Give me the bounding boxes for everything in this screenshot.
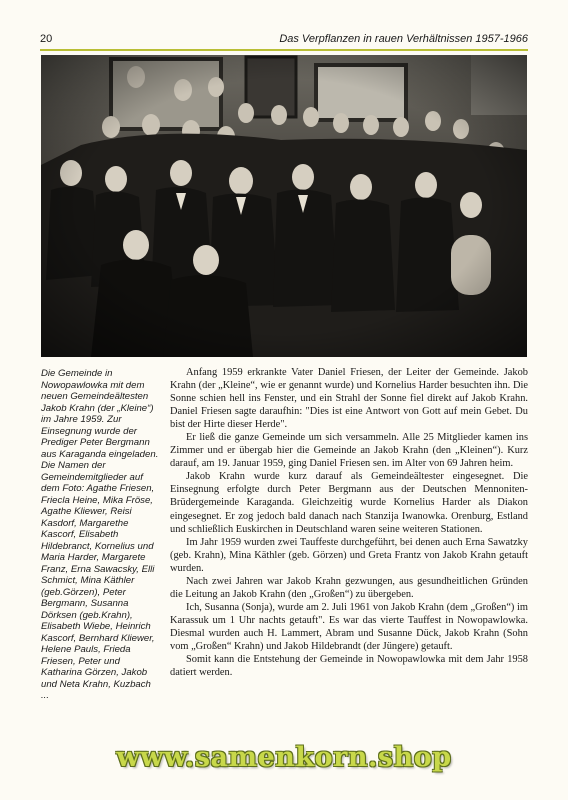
paragraph: Er ließ die ganze Gemeinde um sich versammeln. Alle 25 Mitglieder kamen ins Zimmer und er übergab hier die Gemeinde an Jakob Krahn (den „Kleinen“). Kurz darauf, am 19. Januar 1959, ging Daniel Friesen sen. im Alter von 69 Jahren heim. (170, 432, 528, 470)
paragraph: Ich, Susanna (Sonja), wurde am 2. Juli 1961 von Jakob Krahn (dem „Großen“) im Karassuk um 1 Uhr nachts getauft". Es war das vierte Tauffest in Nowopawlowka. Diesmal wurden auch H. Lammert, Abram und Susanne Dück, Jakob Krahn (Sohn vom „Großen“ Krahn) und Jakob Hildebrandt (der Jüngere) getauft. (170, 601, 528, 652)
paragraph: Jakob Krahn wurde kurz darauf als Gemeindeältester eingesegnet. Die Einsegnung erfolgte durch Peter Bergmann aus der Deutschen Mennoniten-Brüdergemeinde Karaganda. Gleichzeitig wurde Kornelius Harder als Diakon eingesegnet. Er zog jedoch bald danach nach Stanzija Iwanowka. Orenburg, Estland und schließlich Euskirchen in Deutschland waren seine weiteren Stationen. (170, 471, 528, 535)
article-body (170, 366, 528, 679)
header-rule (40, 49, 528, 51)
group-photo-illustration (41, 55, 527, 357)
watermark-url: www.samenkorn.shop (116, 742, 452, 773)
page-header (40, 33, 528, 47)
paragraph: Nach zwei Jahren war Jakob Krahn gezwungen, aus gesundheitlichen Gründen die Leitung an Jakob Krahn (den „Großen“) zu übergeben. (170, 575, 528, 600)
paragraph: Im Jahr 1959 wurden zwei Tauffeste durchgeführt, bei denen auch Erna Sawatzky (geb. Krahn), Mina Käthler (geb. Görzen) und Greta Frantz von Jakob Krahn getauft wurden. (170, 536, 528, 574)
group-photo (41, 55, 527, 357)
paragraph: Anfang 1959 erkrankte Vater Daniel Friesen, der Leiter der Gemeinde. Jakob Krahn (der „Kleine“, wie er genannt wurde) und Kornelius Harder besuchten ihn. Die Sonne schien hell ins Fenster, und ein Strahl der Sonne fiel direkt auf Jakob Krahn. Daniel Friesen sagte daraufhin: "Dies ist eine Antwort von Gott auf mein Gebet. Du bist der Hirte dieser Herde". (170, 367, 528, 431)
page-number: 20 (40, 33, 53, 45)
running-title: Das Verpflanzen in rauen Verhältnissen 1957-1966 (279, 33, 528, 45)
paragraph: Somit kann die Entstehung der Gemeinde in Nowopawlowka mit dem Jahr 1958 datiert werden. (170, 654, 528, 679)
photo-caption: Die Gemeinde in Nowopawlowka mit dem neuen Gemeindeältesten Jakob Krahn (der „Kleine“) im Jahre 1959. Zur Einsegnung wurde der Prediger Peter Bergmann aus Karaganda eingeladen. Die Namen der Gemeindemitglieder auf dem Foto: Agathe Friesen, Friecla Heine, Mika Fröse, Agathe Kliewer, Reisi Kasdorf, Margarethe Kascorf, Elisabeth Hildebranct, Kornelius und Maria Harder, Margarete Franz, Erna Sawacsky, Elli Schmict, Mina Käthler (geb.Görzen), Peter Bergmann, Susanna Dörksen (geb.Krahn), Elisabeth Wiebe, Heinrich Kascorf, Bernhard Kliewer, Helene Pauls, Frieda Friesen, Peter und Katharina Görzen, Jakob und Neta Krahn, Kuzbach ... (41, 368, 159, 701)
